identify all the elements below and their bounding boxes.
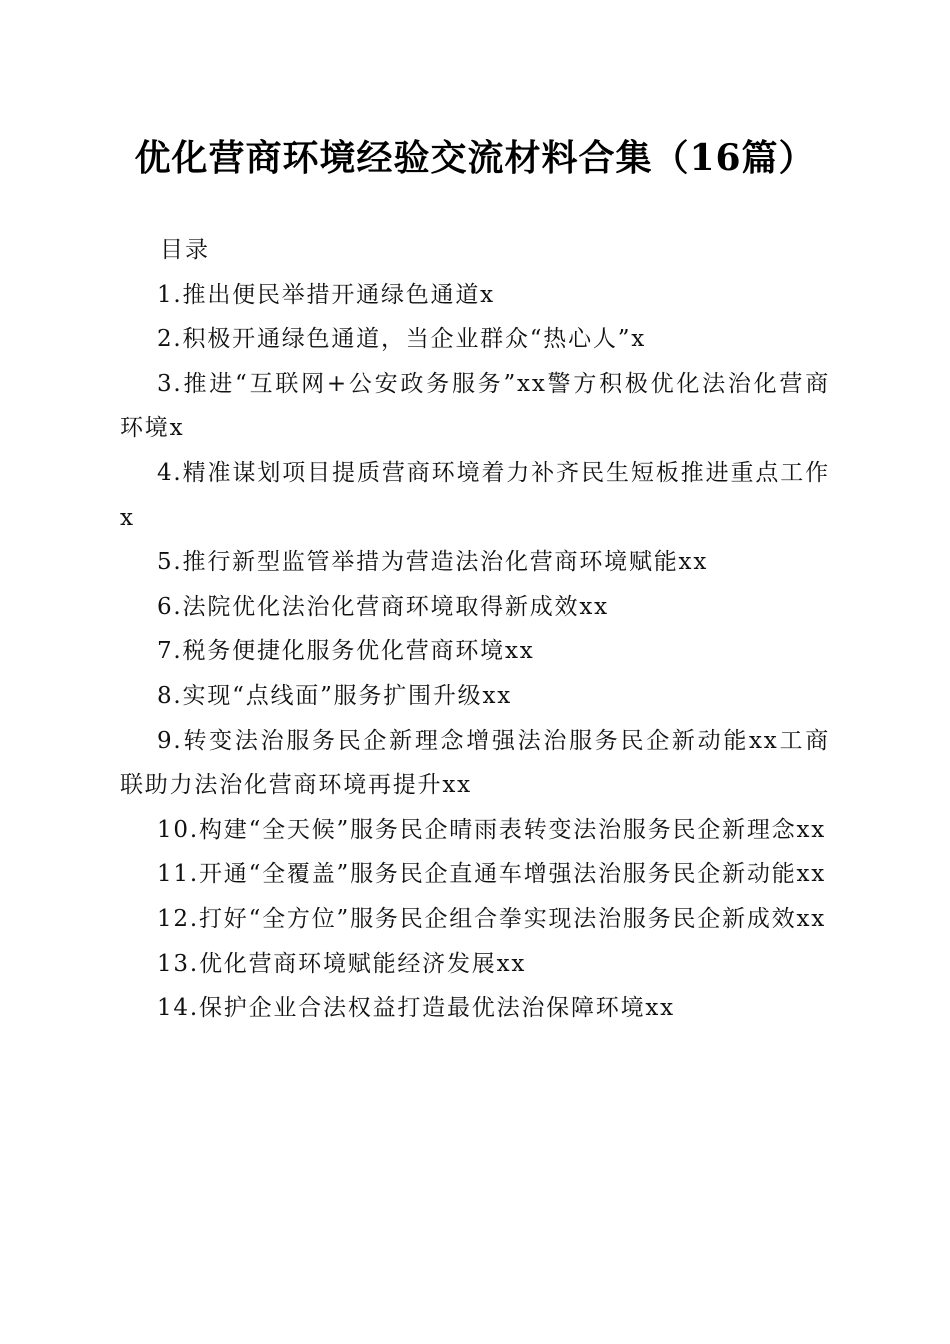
toc-item: 8.实现“点线面”服务扩围升级xx xyxy=(157,682,513,709)
document-title: 优化营商环境经验交流材料合集（16篇） xyxy=(134,137,816,179)
toc-item: 1.推出便民举措开通绿色通道x xyxy=(157,281,495,308)
toc-list xyxy=(120,273,830,1031)
toc-item: 3.推进“互联网+公安政务服务”xx警方积极优化法治化营商环境x xyxy=(120,370,830,442)
toc-item: 14.保护企业合法权益打造最优法治保障环境xx xyxy=(157,995,675,1022)
toc-item: 2.积极开通绿色通道，当企业群众“热心人”x xyxy=(157,326,647,353)
toc-item: 4.精准谋划项目提质营商环境着力补齐民生短板推进重点工作x xyxy=(120,459,830,531)
toc-item: 11.开通“全覆盖”服务民企直通车增强法治服务民企新动能xx xyxy=(157,861,827,888)
toc-item: 7.税务便捷化服务优化营商环境xx xyxy=(157,638,535,665)
toc-item: 5.推行新型监管举措为营造法治化营商环境赋能xx xyxy=(157,549,709,576)
toc-item: 12.打好“全方位”服务民企组合拳实现法治服务民企新成效xx xyxy=(157,905,827,932)
toc-heading: 目录 xyxy=(160,237,210,263)
toc-item: 6.法院优化法治化营商环境取得新成效xx xyxy=(157,593,609,620)
toc-item: 9.转变法治服务民企新理念增强法治服务民企新动能xx工商联助力法治化营商环境再提升xx xyxy=(120,727,830,799)
toc-item: 13.优化营商环境赋能经济发展xx xyxy=(157,950,527,977)
table-of-contents xyxy=(120,228,830,1031)
toc-item: 10.构建“全天候”服务民企晴雨表转变法治服务民企新理念xx xyxy=(157,816,827,843)
